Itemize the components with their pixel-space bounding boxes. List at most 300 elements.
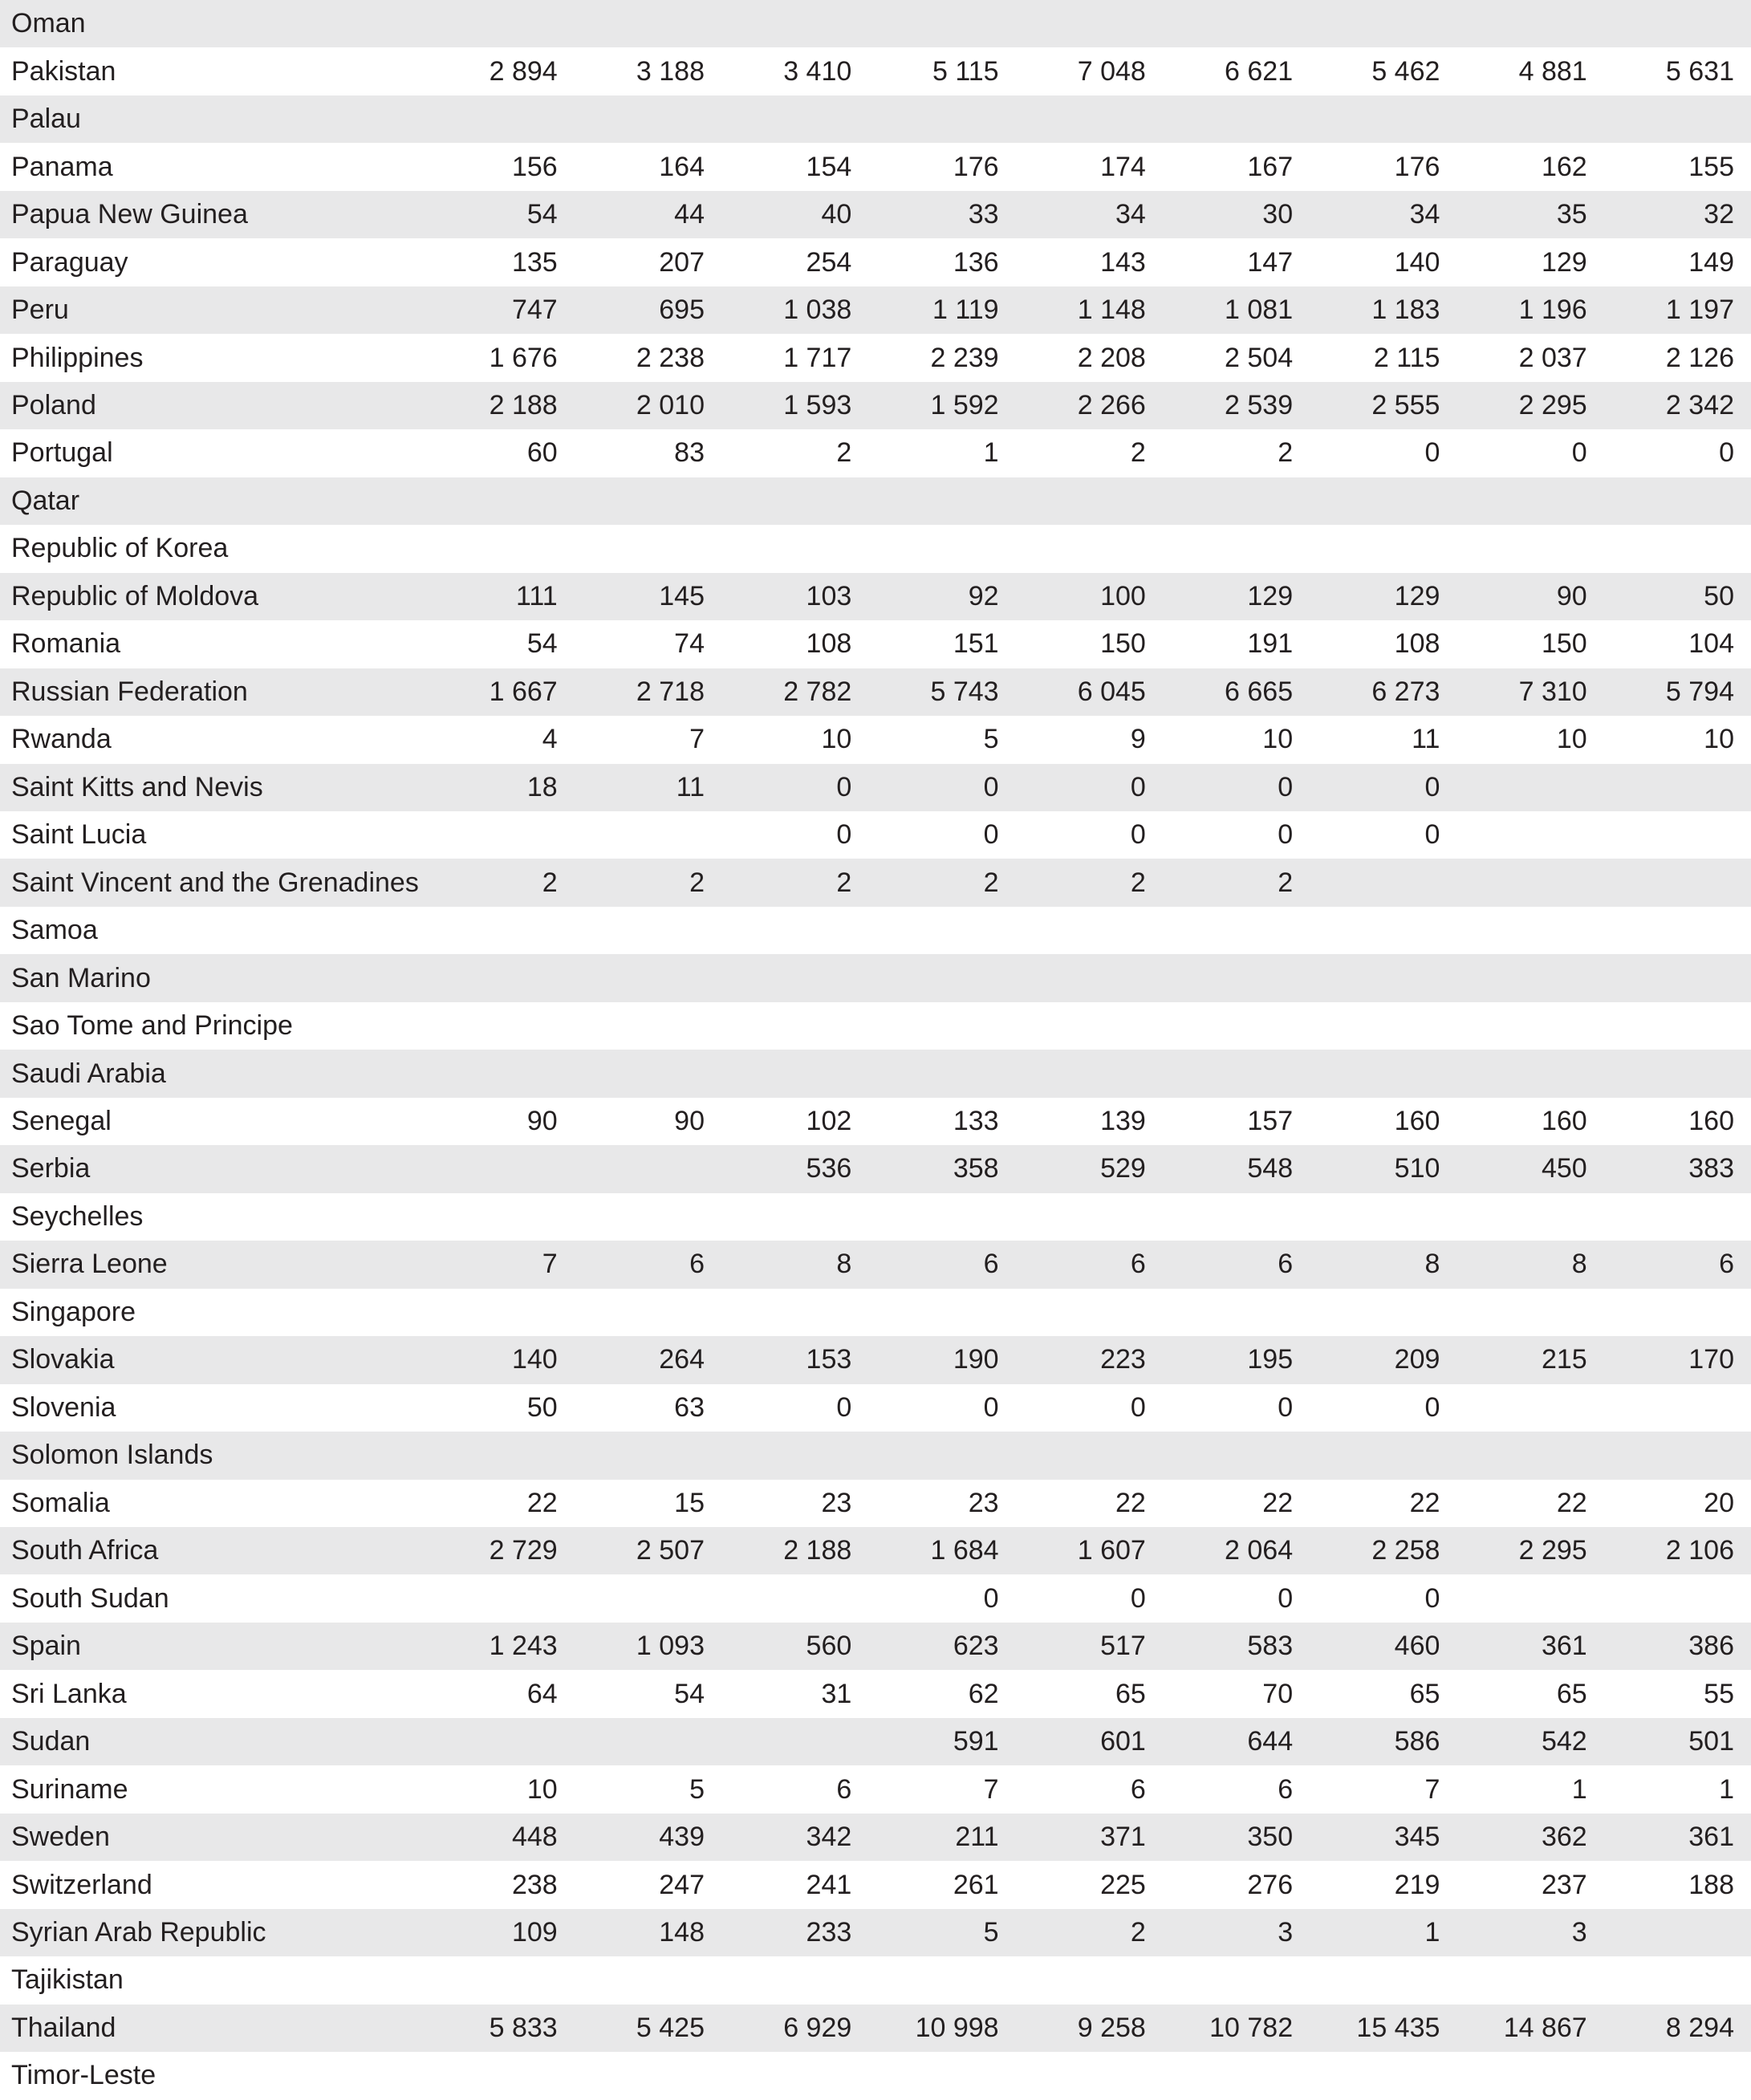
value-cell <box>1310 954 1456 1001</box>
value-cell <box>721 1289 868 1336</box>
value-cell <box>1016 95 1163 143</box>
value-cell: 70 <box>1262 1678 1294 1709</box>
value-cell: 22 <box>1115 1487 1146 1518</box>
value-cell: 1 684 <box>930 1535 999 1566</box>
value-cell <box>1604 525 1751 572</box>
value-cell <box>1163 0 1310 47</box>
value-cell: 3 <box>1278 1916 1294 1948</box>
country-cell: South Sudan <box>11 1582 169 1614</box>
value-cell <box>1310 907 1456 954</box>
value-cell <box>1604 2052 1751 2099</box>
country-cell: Romania <box>11 628 121 660</box>
value-cell: 143 <box>1100 246 1146 278</box>
value-cell: 54 <box>674 1678 705 1709</box>
value-cell: 74 <box>674 628 705 660</box>
value-cell: 6 <box>836 1773 852 1805</box>
value-cell <box>1604 1193 1751 1241</box>
value-cell: 3 <box>1571 1916 1587 1948</box>
value-cell: 22 <box>1556 1487 1587 1518</box>
country-cell: Portugal <box>11 437 113 469</box>
value-cell <box>721 1193 868 1241</box>
value-cell <box>575 1145 721 1192</box>
value-cell: 7 048 <box>1077 55 1146 87</box>
value-cell: 2 342 <box>1665 389 1734 420</box>
country-cell: Russian Federation <box>11 676 248 707</box>
value-cell: 100 <box>1100 580 1146 611</box>
value-cell: 383 <box>1688 1153 1734 1184</box>
value-cell: 11 <box>676 771 705 802</box>
value-cell: 276 <box>1247 1869 1294 1900</box>
value-cell <box>575 907 721 954</box>
table-row <box>0 907 1751 954</box>
value-cell: 1 717 <box>783 342 852 373</box>
value-cell: 2 239 <box>930 342 999 373</box>
value-cell <box>1604 95 1751 143</box>
country-cell: Seychelles <box>11 1200 144 1232</box>
value-cell <box>427 1574 574 1622</box>
value-cell: 644 <box>1247 1726 1294 1757</box>
table-row <box>0 1336 1751 1383</box>
value-cell: 548 <box>1247 1153 1294 1184</box>
value-cell: 254 <box>806 246 852 278</box>
value-cell: 2 188 <box>489 389 558 420</box>
value-cell <box>1456 1193 1603 1241</box>
value-cell: 2 507 <box>636 1535 705 1566</box>
value-cell: 0 <box>983 1582 999 1614</box>
table-row <box>0 2052 1751 2099</box>
table-row <box>0 429 1751 477</box>
value-cell: 0 <box>836 771 852 802</box>
value-cell: 5 631 <box>1665 55 1734 87</box>
value-cell: 5 <box>689 1773 705 1805</box>
value-cell: 6 <box>1130 1249 1146 1280</box>
value-cell: 30 <box>1262 199 1294 230</box>
value-cell <box>427 1718 574 1765</box>
value-cell <box>721 2052 868 2099</box>
value-cell <box>1456 1384 1603 1432</box>
value-cell <box>1016 1002 1163 1050</box>
value-cell: 1 <box>983 437 999 469</box>
value-cell: 247 <box>659 1869 705 1900</box>
value-cell <box>868 525 1015 572</box>
value-cell <box>1456 2052 1603 2099</box>
value-cell: 150 <box>1100 628 1146 660</box>
value-cell: 5 743 <box>930 676 999 707</box>
country-cell: Republic of Korea <box>11 533 229 564</box>
table-row <box>0 716 1751 763</box>
table-row <box>0 668 1751 716</box>
value-cell: 209 <box>1394 1344 1440 1375</box>
value-cell <box>1456 477 1603 525</box>
value-cell: 129 <box>1394 580 1440 611</box>
value-cell: 747 <box>511 294 558 326</box>
value-cell: 54 <box>526 628 558 660</box>
value-cell: 44 <box>674 199 705 230</box>
value-cell <box>1604 1289 1751 1336</box>
value-cell <box>575 477 721 525</box>
value-cell <box>1604 1432 1751 1479</box>
value-cell: 0 <box>1571 437 1587 469</box>
value-cell: 4 881 <box>1518 55 1587 87</box>
value-cell: 5 462 <box>1371 55 1440 87</box>
value-cell <box>1310 859 1456 906</box>
value-cell: 135 <box>511 246 558 278</box>
country-cell: Somalia <box>11 1487 110 1518</box>
value-cell: 2 295 <box>1518 1535 1587 1566</box>
value-cell <box>427 525 574 572</box>
value-cell: 191 <box>1247 628 1294 660</box>
value-cell: 147 <box>1247 246 1294 278</box>
value-cell: 33 <box>968 199 999 230</box>
value-cell <box>868 477 1015 525</box>
value-cell <box>575 95 721 143</box>
value-cell <box>868 1956 1015 2004</box>
country-cell: Suriname <box>11 1773 128 1805</box>
country-cell: Thailand <box>11 2012 116 2043</box>
value-cell: 6 665 <box>1225 676 1294 707</box>
value-cell <box>1456 1289 1603 1336</box>
value-cell: 6 <box>1278 1773 1294 1805</box>
country-cell: San Marino <box>11 962 151 993</box>
value-cell: 2 295 <box>1518 389 1587 420</box>
value-cell <box>868 1193 1015 1241</box>
value-cell: 2 <box>1130 1916 1146 1948</box>
value-cell: 64 <box>526 1678 558 1709</box>
country-cell: Senegal <box>11 1106 112 1137</box>
country-cell: Poland <box>11 389 96 420</box>
value-cell: 358 <box>953 1153 999 1184</box>
country-cell: Solomon Islands <box>11 1440 213 1471</box>
country-cell: Saint Vincent and the Grenadines <box>11 867 419 898</box>
value-cell: 241 <box>806 1869 852 1900</box>
value-cell <box>721 0 868 47</box>
value-cell: 164 <box>659 151 705 182</box>
value-cell: 501 <box>1688 1726 1734 1757</box>
value-cell <box>1456 907 1603 954</box>
value-cell <box>427 1193 574 1241</box>
value-cell: 6 <box>1130 1773 1146 1805</box>
value-cell: 560 <box>806 1631 852 1662</box>
value-cell: 0 <box>1130 1582 1146 1614</box>
value-cell: 157 <box>1247 1106 1294 1137</box>
value-cell: 7 <box>542 1249 558 1280</box>
value-cell <box>721 907 868 954</box>
value-cell <box>1604 1956 1751 2004</box>
value-cell <box>1310 1002 1456 1050</box>
value-cell: 1 607 <box>1077 1535 1146 1566</box>
value-cell: 215 <box>1541 1344 1587 1375</box>
value-cell: 150 <box>1541 628 1587 660</box>
value-cell: 0 <box>1278 771 1294 802</box>
value-cell: 15 435 <box>1356 2012 1440 2043</box>
value-cell <box>1456 1050 1603 1097</box>
value-cell: 9 <box>1130 724 1146 755</box>
country-cell: Serbia <box>11 1153 91 1184</box>
country-cell: Papua New Guinea <box>11 199 248 230</box>
value-cell <box>575 1718 721 1765</box>
country-cell: Pakistan <box>11 55 116 87</box>
value-cell <box>575 2052 721 2099</box>
value-cell: 695 <box>659 294 705 326</box>
country-cell: Peru <box>11 294 69 326</box>
value-cell <box>575 0 721 47</box>
value-cell: 2 <box>1278 867 1294 898</box>
value-cell <box>1456 1432 1603 1479</box>
value-cell <box>868 954 1015 1001</box>
value-cell: 2 <box>836 437 852 469</box>
value-cell <box>1310 1050 1456 1097</box>
value-cell <box>868 907 1015 954</box>
value-cell <box>1310 1193 1456 1241</box>
value-cell: 23 <box>821 1487 852 1518</box>
value-cell: 31 <box>821 1678 852 1709</box>
value-cell: 140 <box>1394 246 1440 278</box>
country-cell: Sao Tome and Principe <box>11 1010 293 1042</box>
value-cell: 2 <box>542 867 558 898</box>
value-cell <box>721 1050 868 1097</box>
value-cell <box>575 1289 721 1336</box>
table-row <box>0 0 1751 47</box>
value-cell: 350 <box>1247 1822 1294 1853</box>
value-cell: 0 <box>983 819 999 851</box>
value-cell <box>1016 907 1163 954</box>
country-cell: Qatar <box>11 485 80 516</box>
value-cell: 140 <box>511 1344 558 1375</box>
value-cell: 22 <box>1409 1487 1440 1518</box>
country-cell: Syrian Arab Republic <box>11 1916 266 1948</box>
value-cell <box>1604 764 1751 811</box>
value-cell <box>721 95 868 143</box>
value-cell: 10 <box>1704 724 1734 755</box>
value-cell: 50 <box>526 1391 558 1423</box>
country-cell: Sri Lanka <box>11 1678 127 1709</box>
value-cell <box>1016 525 1163 572</box>
table-row <box>0 1718 1751 1765</box>
value-cell <box>1604 1050 1751 1097</box>
value-cell: 0 <box>1424 819 1440 851</box>
value-cell <box>1456 859 1603 906</box>
value-cell <box>427 907 574 954</box>
value-cell: 160 <box>1688 1106 1734 1137</box>
value-cell: 238 <box>511 1869 558 1900</box>
value-cell: 542 <box>1541 1726 1587 1757</box>
value-cell: 345 <box>1394 1822 1440 1853</box>
value-cell: 207 <box>659 246 705 278</box>
table-row <box>0 286 1751 334</box>
value-cell: 170 <box>1688 1344 1734 1375</box>
value-cell: 167 <box>1247 151 1294 182</box>
value-cell: 591 <box>953 1726 999 1757</box>
value-cell: 1 093 <box>636 1631 705 1662</box>
value-cell <box>1456 764 1603 811</box>
table-row <box>0 1289 1751 1336</box>
value-cell: 188 <box>1688 1869 1734 1900</box>
country-cell: Saudi Arabia <box>11 1058 166 1089</box>
value-cell <box>1310 1289 1456 1336</box>
value-cell: 139 <box>1100 1106 1146 1137</box>
value-cell <box>1310 1432 1456 1479</box>
value-cell: 92 <box>968 580 999 611</box>
value-cell: 1 593 <box>783 389 852 420</box>
value-cell: 10 <box>821 724 852 755</box>
value-cell <box>868 2052 1015 2099</box>
table-row <box>0 238 1751 286</box>
value-cell <box>721 525 868 572</box>
value-cell: 18 <box>526 771 558 802</box>
value-cell <box>1456 1002 1603 1050</box>
value-cell: 60 <box>526 437 558 469</box>
value-cell: 536 <box>806 1153 852 1184</box>
value-cell <box>1604 907 1751 954</box>
value-cell: 129 <box>1247 580 1294 611</box>
value-cell: 90 <box>674 1106 705 1137</box>
value-cell: 10 <box>526 1773 558 1805</box>
value-cell: 34 <box>1115 199 1146 230</box>
value-cell <box>1604 1002 1751 1050</box>
value-cell: 2 010 <box>636 389 705 420</box>
value-cell: 2 <box>836 867 852 898</box>
value-cell: 174 <box>1100 151 1146 182</box>
country-cell: Switzerland <box>11 1869 152 1900</box>
value-cell: 342 <box>806 1822 852 1853</box>
value-cell: 2 504 <box>1225 342 1294 373</box>
country-cell: Paraguay <box>11 246 128 278</box>
value-cell <box>427 2052 574 2099</box>
value-cell: 136 <box>953 246 999 278</box>
value-cell: 22 <box>1262 1487 1294 1518</box>
value-cell: 529 <box>1100 1153 1146 1184</box>
value-cell: 65 <box>1409 1678 1440 1709</box>
value-cell: 510 <box>1394 1153 1440 1184</box>
value-cell: 176 <box>1394 151 1440 182</box>
value-cell: 5 <box>983 724 999 755</box>
value-cell <box>721 954 868 1001</box>
table-row <box>0 620 1751 668</box>
value-cell: 448 <box>511 1822 558 1853</box>
value-cell <box>427 1050 574 1097</box>
value-cell: 6 273 <box>1371 676 1440 707</box>
value-cell: 83 <box>674 437 705 469</box>
value-cell <box>1604 1574 1751 1622</box>
value-cell: 0 <box>1278 1582 1294 1614</box>
value-cell: 237 <box>1541 1869 1587 1900</box>
value-cell: 439 <box>659 1822 705 1853</box>
value-cell <box>868 1432 1015 1479</box>
table-row <box>0 334 1751 381</box>
value-cell: 40 <box>821 199 852 230</box>
table-row <box>0 1956 1751 2004</box>
value-cell <box>1456 1956 1603 2004</box>
value-cell: 2 208 <box>1077 342 1146 373</box>
value-cell <box>427 0 574 47</box>
value-cell: 1 196 <box>1518 294 1587 326</box>
country-cell: Saint Lucia <box>11 819 147 851</box>
value-cell: 450 <box>1541 1153 1587 1184</box>
value-cell: 386 <box>1688 1631 1734 1662</box>
country-cell: Timor-Leste <box>11 2060 156 2091</box>
value-cell: 2 894 <box>489 55 558 87</box>
table-row <box>0 954 1751 1001</box>
value-cell <box>1016 2052 1163 2099</box>
value-cell: 225 <box>1100 1869 1146 1900</box>
value-cell <box>1163 1193 1310 1241</box>
value-cell <box>1310 477 1456 525</box>
value-cell <box>1604 811 1751 859</box>
value-cell <box>427 477 574 525</box>
value-cell: 371 <box>1100 1822 1146 1853</box>
value-cell: 1 183 <box>1371 294 1440 326</box>
value-cell: 2 188 <box>783 1535 852 1566</box>
value-cell: 7 <box>689 724 705 755</box>
value-cell <box>1163 1956 1310 2004</box>
value-cell: 261 <box>953 1869 999 1900</box>
value-cell <box>575 525 721 572</box>
table-row <box>0 1193 1751 1241</box>
value-cell: 1 <box>1424 1916 1440 1948</box>
value-cell: 1 197 <box>1665 294 1734 326</box>
country-cell: Sweden <box>11 1822 110 1853</box>
value-cell <box>575 1956 721 2004</box>
value-cell <box>1604 1384 1751 1432</box>
value-cell <box>721 1956 868 2004</box>
value-cell: 55 <box>1704 1678 1734 1709</box>
table-row <box>0 1002 1751 1050</box>
value-cell <box>1604 0 1751 47</box>
value-cell: 1 148 <box>1077 294 1146 326</box>
value-cell: 3 410 <box>783 55 852 87</box>
value-cell: 8 <box>1424 1249 1440 1280</box>
value-cell <box>427 1145 574 1192</box>
value-cell: 10 998 <box>915 2012 999 2043</box>
value-cell: 361 <box>1688 1822 1734 1853</box>
value-cell: 0 <box>1424 771 1440 802</box>
table-row <box>0 1480 1751 1527</box>
table-row <box>0 1861 1751 1908</box>
value-cell: 2 539 <box>1225 389 1294 420</box>
value-cell: 0 <box>1278 1391 1294 1423</box>
value-cell: 5 794 <box>1665 676 1734 707</box>
value-cell: 129 <box>1541 246 1587 278</box>
value-cell: 2 106 <box>1665 1535 1734 1566</box>
table-row <box>0 811 1751 859</box>
table-row <box>0 1241 1751 1288</box>
value-cell: 10 <box>1262 724 1294 755</box>
value-cell: 195 <box>1247 1344 1294 1375</box>
value-cell: 0 <box>836 819 852 851</box>
value-cell: 0 <box>1719 437 1734 469</box>
value-cell <box>1016 1432 1163 1479</box>
value-cell: 190 <box>953 1344 999 1375</box>
country-cell: Philippines <box>11 342 144 373</box>
value-cell <box>427 811 574 859</box>
value-cell <box>575 1432 721 1479</box>
value-cell: 8 294 <box>1665 2012 1734 2043</box>
value-cell: 601 <box>1100 1726 1146 1757</box>
value-cell: 65 <box>1115 1678 1146 1709</box>
value-cell: 223 <box>1100 1344 1146 1375</box>
value-cell: 6 621 <box>1225 55 1294 87</box>
value-cell: 583 <box>1247 1631 1294 1662</box>
value-cell: 1 676 <box>489 342 558 373</box>
table-row <box>0 1909 1751 1956</box>
value-cell: 90 <box>1556 580 1587 611</box>
value-cell: 2 115 <box>1373 342 1440 373</box>
table-row <box>0 764 1751 811</box>
value-cell: 149 <box>1688 246 1734 278</box>
value-cell <box>575 1574 721 1622</box>
value-cell: 2 729 <box>489 1535 558 1566</box>
value-cell: 154 <box>806 151 852 182</box>
